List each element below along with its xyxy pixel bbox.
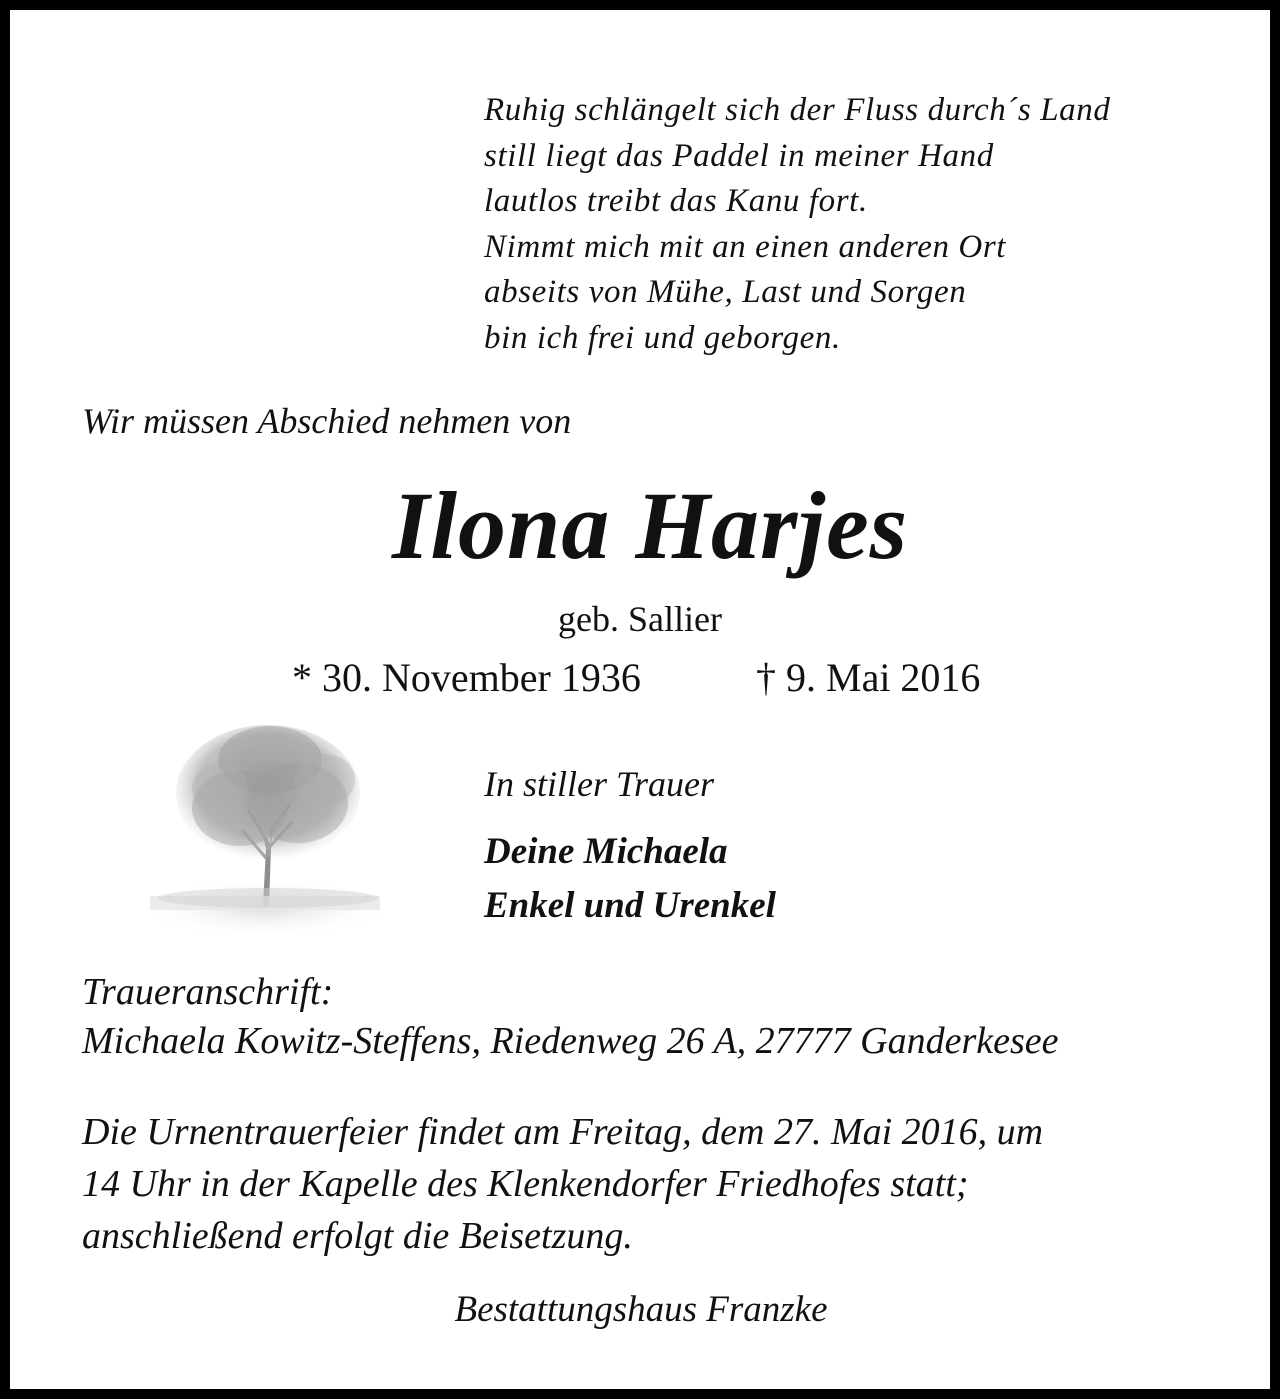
service-details — [82, 1106, 1043, 1262]
tree-image — [130, 698, 400, 938]
mourner-name: Deine Michaela — [484, 831, 728, 872]
poem — [484, 88, 1110, 361]
service-line: 14 Uhr in der Kapelle des Klenkendorfer Friedhofes statt; — [82, 1163, 969, 1205]
mourning-intro: In stiller Trauer — [484, 764, 715, 804]
mourners-list — [484, 825, 776, 933]
poem-line: Nimmt mich mit an einen anderen Ort — [484, 228, 1007, 265]
address-value: Michaela Kowitz-Steffens, Riedenweg 26 A, 27777 Ganderkesee — [82, 1020, 1059, 1062]
poem-line: still liegt das Paddel in meiner Hand — [484, 137, 994, 174]
address-label: Traueranschrift: — [82, 971, 334, 1013]
service-line: Die Urnentrauerfeier findet am Freitag, dem 27. Mai 2016, um — [82, 1111, 1044, 1153]
poem-line: abseits von Mühe, Last und Sorgen — [484, 274, 967, 310]
mourner-name: Enkel und Urenkel — [484, 885, 776, 926]
poem-line: bin ich frei und geborgen. — [484, 319, 841, 356]
death-date: † 9. Mai 2016 — [756, 655, 981, 700]
undertaker-name: Bestattungshaus Franzke — [454, 1289, 828, 1330]
service-line: anschließend erfolgt die Beisetzung. — [82, 1215, 633, 1257]
deceased-name: Ilona Harjes — [391, 472, 909, 579]
farewell-intro: Wir müssen Abschied nehmen von — [82, 401, 572, 441]
poem-line: lautlos treibt das Kanu fort. — [484, 183, 868, 219]
maiden-name: geb. Sallier — [558, 599, 722, 639]
poem-line: Ruhig schlängelt sich der Fluss durch´s Land — [484, 92, 1111, 128]
birth-date: * 30. November 1936 — [292, 655, 641, 700]
